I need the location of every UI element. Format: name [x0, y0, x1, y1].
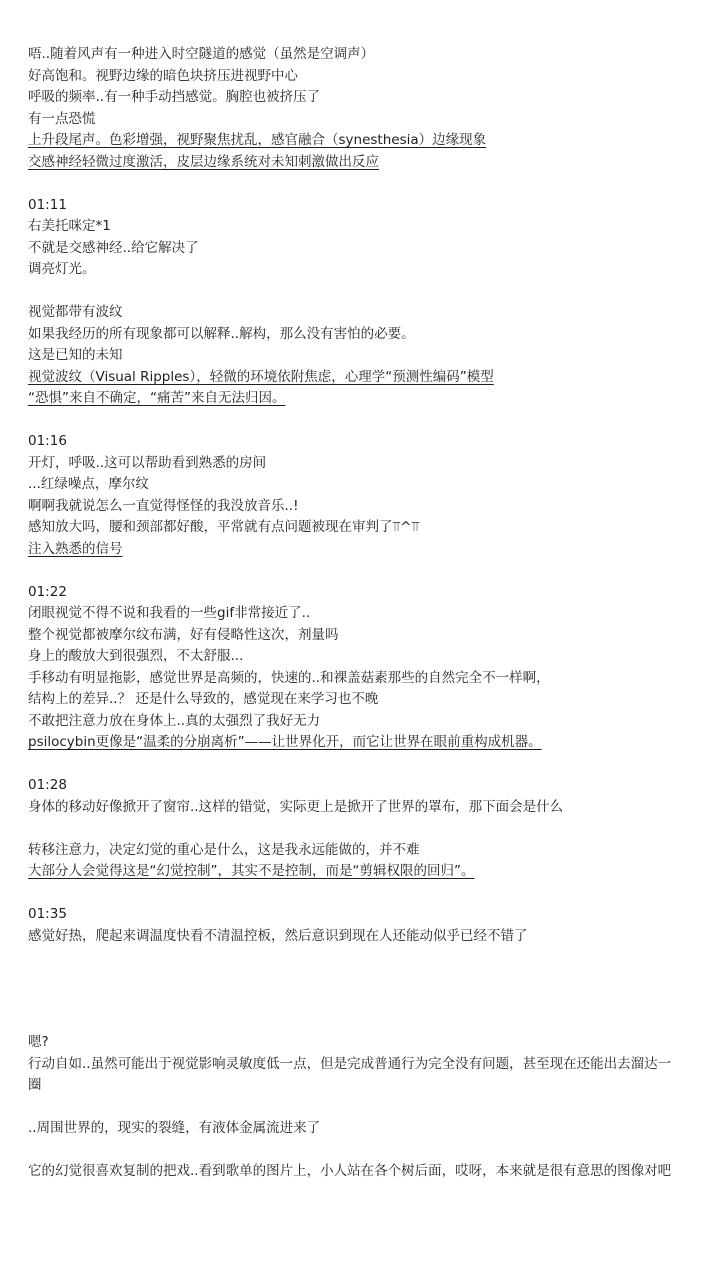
text-line: 如果我经历的所有现象都可以解释..解构，那么没有害怕的必要。: [28, 325, 415, 342]
annotation-line: 上升段尾声。色彩增强，视野聚焦扰乱，感官融合（synesthesia）边缘现象: [28, 132, 487, 148]
text-line: 身体的移动好像掀开了窗帘..这样的错觉，实际更上是掀开了世界的罩布，那下面会是什么: [28, 798, 564, 815]
annotation-line: 交感神经轻微过度激活，皮层边缘系统对未知刺激做出反应: [28, 153, 379, 170]
timestamp: 01:16: [28, 433, 67, 449]
text-line: 结构上的差异..？ 还是什么导致的，感觉现在来学习也不晚: [28, 691, 379, 707]
text-line: 嗯?: [28, 1034, 49, 1050]
blank-line: [28, 1097, 678, 1119]
text-line: 不敢把注意力放在身体上..真的太强烈了我好无力: [28, 712, 321, 729]
text-line: 唔..随着风声有一种进入时空隧道的感觉（虽然是空调声）: [28, 46, 375, 62]
annotation-line: “恐惧”来自不确定，“痛苦”来自无法归因。: [28, 390, 286, 406]
text-line: 有一点恐慌: [28, 110, 96, 127]
annotation-line: 注入熟悉的信号: [28, 540, 123, 557]
timestamp: 01:28: [28, 777, 67, 793]
annotation-line: psilocybin更像是“温柔的分崩离析”——让世界化开，而它让世界在眼前重构成机器。: [28, 734, 542, 750]
entry-block: [28, 775, 678, 883]
text-line: ..周围世界的，现实的裂缝，有液体金属流进来了: [28, 1120, 321, 1136]
text-line: ...红绿噪点，摩尔纹: [28, 476, 149, 492]
text-line: 手移动有明显拖影，感觉世界是高频的，快速的..和裸盖菇素那些的自然完全不一样啊，: [28, 669, 550, 686]
text-line: 转移注意力，决定幻觉的重心是什么，这是我永远能做的，并不难: [28, 841, 420, 858]
entry-block: [28, 431, 678, 560]
entry-block: [28, 195, 678, 410]
text-line: 整个视觉都被摩尔纹布满，好有侵略性这次，剂量吗: [28, 626, 339, 643]
text-line: 这是已知的未知: [28, 347, 123, 363]
text-line: 它的幻觉很喜欢复制的把戏..看到歌单的图片上，小人站在各个树后面，哎呀，本来就是很有意思的图像对吧: [28, 1163, 672, 1179]
blank-line: [28, 818, 678, 840]
text-line: 不就是交感神经..给它解决了: [28, 239, 199, 256]
entry-block: [28, 1032, 678, 1183]
timestamp: 01:11: [28, 196, 67, 213]
blank-line: [28, 281, 678, 303]
text-line: 行动自如..虽然可能出于视觉影响灵敏度低一点，但是完成普通行为完全没有问题，甚至现在还能出去溜达一圈: [28, 1055, 672, 1093]
timestamp: 01:22: [28, 583, 67, 600]
entry-block: [28, 904, 678, 947]
text-line: 开灯，呼吸..这可以帮助看到熟悉的房间: [28, 454, 267, 471]
annotation-line: 大部分人会觉得这是“幻觉控制”，其实不是控制，而是“剪辑权限的回归”。: [28, 863, 475, 879]
text-line: 啊啊我就说怎么一直觉得怪怪的我没放音乐..!: [28, 497, 299, 514]
text-line: 感知放大吗，腰和颈部都好酸，平常就有点问题被现在审判了⫪^⫪: [28, 519, 420, 535]
journal-page: [28, 44, 678, 1183]
text-line: 好高饱和。视野边缘的暗色块挤压进视野中心: [28, 67, 298, 84]
text-line: 身上的酸放大到很强烈，不太舒服...: [28, 648, 244, 664]
entry-block: [28, 582, 678, 754]
text-line: 呼吸的频率..有一种手动挡感觉。胸腔也被挤压了: [28, 89, 321, 105]
entry-block: [28, 44, 678, 173]
annotation-line: 视觉波纹（Visual Ripples），轻微的环境依附焦虑，心理学“预测性编码”模型: [28, 368, 494, 385]
text-line: 右美托咪定*1: [28, 218, 111, 234]
blank-line: [28, 1140, 678, 1162]
text-line: 闭眼视觉不得不说和我看的一些gif非常接近了..: [28, 605, 311, 621]
text-line: 视觉都带有波纹: [28, 304, 123, 320]
text-line: 调亮灯光。: [28, 261, 96, 277]
text-line: 感觉好热，爬起来调温度快看不清温控板，然后意识到现在人还能动似乎已经不错了: [28, 927, 528, 944]
timestamp: 01:35: [28, 906, 67, 922]
